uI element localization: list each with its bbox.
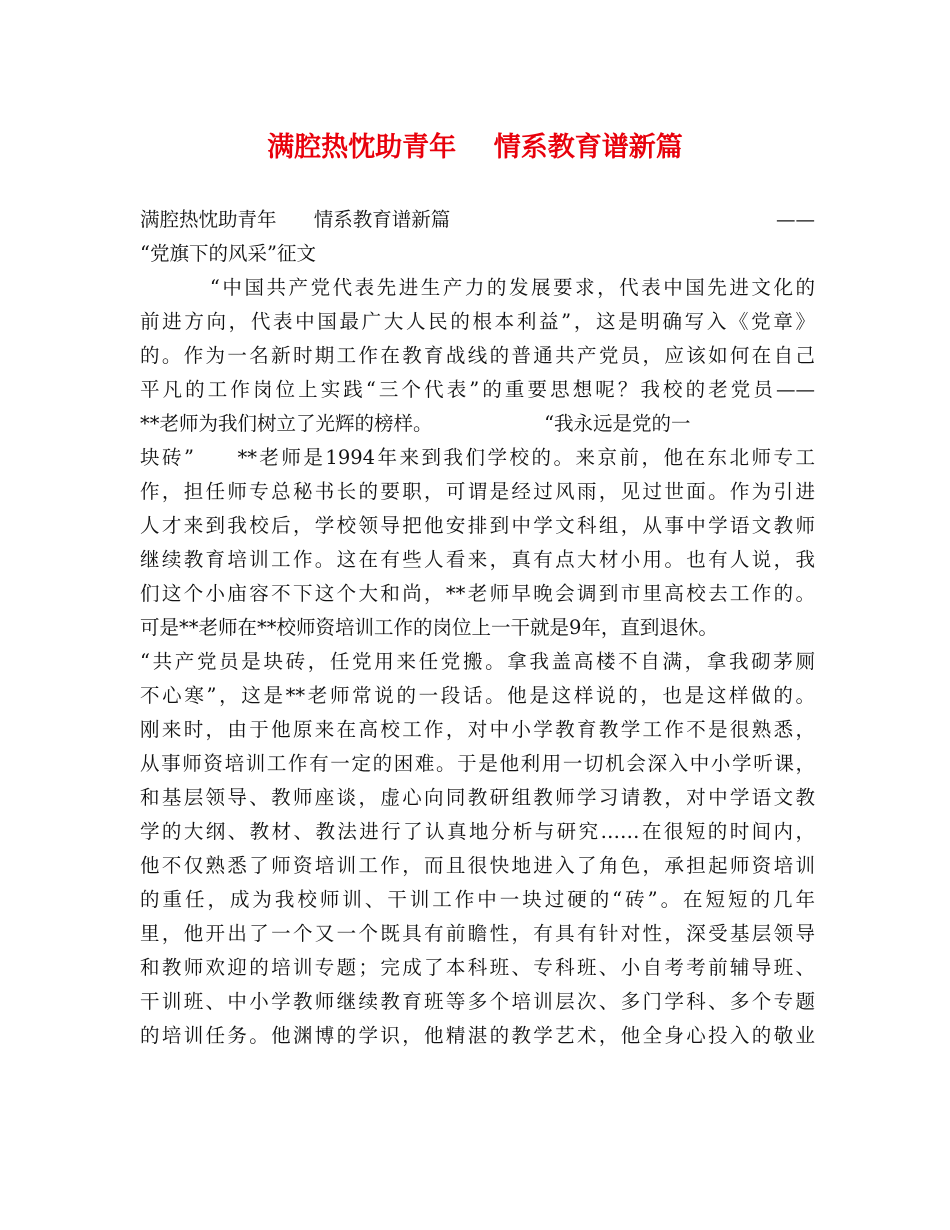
text-line: 块砖” **老师是1994年来到我们学校的。来京前，他在东北师专工 bbox=[140, 446, 815, 469]
text-line: 的。作为一名新时期工作在教育战线的普通共产党员，应该如何在自己 bbox=[140, 344, 815, 367]
document-title: 满腔热忱助青年 情系教育谱新篇 bbox=[267, 132, 683, 163]
text-line: 不心寒”，这是**老师常说的一段话。他是这样说的，也是这样做的。 bbox=[140, 684, 815, 707]
text-line: 干训班、中小学教师继续教育班等多个培训层次、多门学科、多个专题 bbox=[140, 990, 815, 1013]
subtitle-line bbox=[140, 203, 815, 237]
text-line: **老师为我们树立了光辉的榜样。 “我永远是党的一 bbox=[140, 412, 691, 435]
text-line: 从事师资培训工作有一定的困难。于是他利用一切机会深入中小学听课， bbox=[140, 752, 815, 775]
text-line: 里，他开出了一个又一个既具有前瞻性，有具有针对性，深受基层领导 bbox=[140, 922, 815, 945]
subtitle-text: 满腔热忱助青年 情系教育谱新篇 bbox=[140, 208, 451, 231]
text-line: 的培训任务。他渊博的学识，他精湛的教学艺术，他全身心投入的敬业 bbox=[140, 1024, 815, 1047]
subtitle-dash: —— bbox=[776, 208, 815, 231]
text-line: 他不仅熟悉了师资培训工作，而且很快地进入了角色，承担起师资培训 bbox=[140, 854, 815, 877]
text-line: 继续教育培训工作。这在有些人看来，真有点大材小用。也有人说，我 bbox=[140, 548, 815, 571]
text-line: 前进方向，代表中国最广大人民的根本利益”，这是明确写入《党章》 bbox=[140, 310, 815, 333]
text-line: 可是**老师在**校师资培训工作的岗位上一干就是9年，直到退休。 bbox=[140, 616, 718, 639]
text-line: “共产党员是块砖，任党用来任党搬。拿我盖高楼不自满，拿我砌茅厕 bbox=[140, 650, 815, 673]
text-line: 刚来时，由于他原来在高校工作，对中小学教育教学工作不是很熟悉， bbox=[140, 718, 815, 741]
text-line: “党旗下的风采”征文 bbox=[140, 242, 316, 265]
paragraph-lines bbox=[140, 237, 815, 1053]
text-line: 作，担任师专总秘书长的要职，可谓是经过风雨，见过世面。作为引进 bbox=[140, 480, 815, 503]
text-line: 们这个小庙容不下这个大和尚，**老师早晚会调到市里高校去工作的。 bbox=[140, 582, 815, 605]
text-line: 和基层领导、教师座谈，虚心向同教研组教师学习请教，对中学语文教 bbox=[140, 786, 815, 809]
text-line: 平凡的工作岗位上实践“三个代表”的重要思想呢？我校的老党员—— bbox=[140, 378, 815, 401]
document-body bbox=[140, 203, 815, 1053]
text-line: 的重任，成为我校师训、干训工作中一块过硬的“砖”。在短短的几年 bbox=[140, 888, 815, 911]
text-line: 人才来到我校后，学校领导把他安排到中学文科组，从事中学语文教师 bbox=[140, 514, 815, 537]
text-line: 和教师欢迎的培训专题；完成了本科班、专科班、小自考考前辅导班、 bbox=[140, 956, 815, 979]
text-line: 学的大纲、教材、教法进行了认真地分析与研究……在很短的时间内， bbox=[140, 820, 815, 843]
text-line: “中国共产党代表先进生产力的发展要求，代表中国先进文化的 bbox=[140, 276, 815, 299]
